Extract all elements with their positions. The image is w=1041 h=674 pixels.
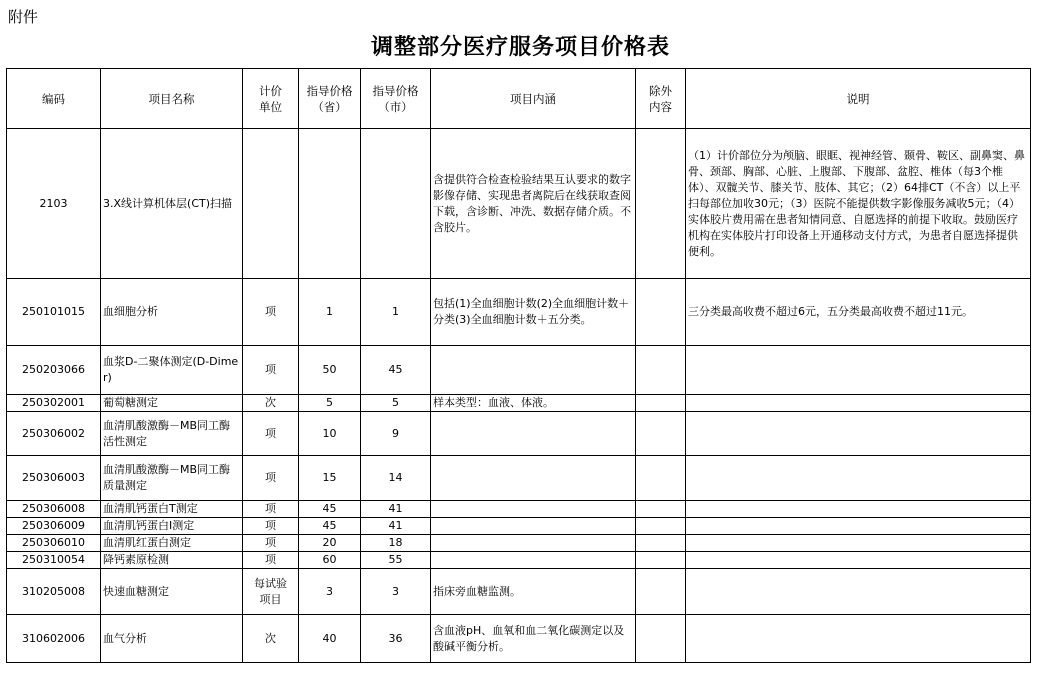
cell-content: [431, 535, 636, 552]
cell-except: [636, 412, 686, 456]
cell-code: 250203066: [7, 346, 101, 395]
cell-content: [431, 518, 636, 535]
cell-price-city: 9: [361, 412, 431, 456]
cell-price-city: 5: [361, 395, 431, 412]
cell-code: 250306009: [7, 518, 101, 535]
table-row: [7, 456, 1031, 501]
table-row: [7, 535, 1031, 552]
cell-except: [636, 456, 686, 501]
cell-unit: 项: [243, 346, 299, 395]
cell-price-city: 36: [361, 615, 431, 663]
cell-content: [431, 456, 636, 501]
cell-unit: 项: [243, 552, 299, 569]
cell-name: 血清肌红蛋白测定: [101, 535, 243, 552]
cell-price-city: 41: [361, 518, 431, 535]
cell-price-city: 55: [361, 552, 431, 569]
cell-except: [636, 569, 686, 615]
cell-unit: 次: [243, 395, 299, 412]
cell-unit: 项: [243, 279, 299, 346]
cell-note: [686, 518, 1031, 535]
cell-price-city: [361, 129, 431, 279]
header-name: 项目名称: [101, 69, 243, 129]
cell-note: [686, 615, 1031, 663]
header-price-prov: 指导价格 （省）: [299, 69, 361, 129]
cell-unit: 项: [243, 501, 299, 518]
cell-unit: 项: [243, 456, 299, 501]
cell-except: [636, 615, 686, 663]
header-code: 编码: [7, 69, 101, 129]
header-price-city: 指导价格 （市）: [361, 69, 431, 129]
cell-content: 含提供符合检查检验结果互认要求的数字影像存储、实现患者离院后在线获取查阅下载，含诊断、冲洗、数据存储介质。不含胶片。: [431, 129, 636, 279]
cell-note: 三分类最高收费不超过6元，五分类最高收费不超过11元。: [686, 279, 1031, 346]
cell-note: [686, 569, 1031, 615]
cell-price-prov: 50: [299, 346, 361, 395]
cell-price-prov: 1: [299, 279, 361, 346]
table-row: [7, 412, 1031, 456]
cell-name: 血清肌钙蛋白T测定: [101, 501, 243, 518]
cell-name: 血清肌酸激酶－MB同工酶质量测定: [101, 456, 243, 501]
cell-name: 血细胞分析: [101, 279, 243, 346]
cell-except: [636, 279, 686, 346]
cell-unit: 次: [243, 615, 299, 663]
cell-name: 血浆D-二聚体测定(D-Dimer): [101, 346, 243, 395]
cell-except: [636, 552, 686, 569]
table-row: [7, 395, 1031, 412]
attachment-label: 附件: [8, 8, 39, 26]
cell-name: 快速血糖测定: [101, 569, 243, 615]
header-except: 除外 内容: [636, 69, 686, 129]
price-table: [6, 68, 1031, 663]
cell-name: 3.X线计算机体层(CT)扫描: [101, 129, 243, 279]
page-title: 调整部分医疗服务项目价格表: [370, 34, 670, 60]
header-unit: 计价 单位: [243, 69, 299, 129]
table-row: [7, 615, 1031, 663]
cell-code: 310602006: [7, 615, 101, 663]
cell-name: 血清肌酸激酶－MB同工酶活性测定: [101, 412, 243, 456]
cell-price-prov: 20: [299, 535, 361, 552]
cell-content: 包括(1)全血细胞计数(2)全血细胞计数＋分类(3)全血细胞计数＋五分类。: [431, 279, 636, 346]
cell-content: [431, 552, 636, 569]
table-row: [7, 501, 1031, 518]
table-row: [7, 346, 1031, 395]
table-row: [7, 129, 1031, 279]
cell-note: [686, 346, 1031, 395]
cell-unit: 项: [243, 518, 299, 535]
cell-note: [686, 395, 1031, 412]
cell-content: [431, 501, 636, 518]
cell-note: [686, 501, 1031, 518]
cell-price-city: 3: [361, 569, 431, 615]
cell-unit: 每试验项目: [243, 569, 299, 615]
cell-except: [636, 395, 686, 412]
cell-name: 血清肌钙蛋白Ⅰ测定: [101, 518, 243, 535]
cell-price-city: 1: [361, 279, 431, 346]
header-row: [7, 69, 1031, 129]
cell-name: 血气分析: [101, 615, 243, 663]
cell-unit: [243, 129, 299, 279]
cell-content: 含血液pH、血氧和血二氧化碳测定以及酸碱平衡分析。: [431, 615, 636, 663]
header-note: 说明: [686, 69, 1031, 129]
cell-code: 250302001: [7, 395, 101, 412]
cell-price-prov: 40: [299, 615, 361, 663]
cell-price-prov: 45: [299, 518, 361, 535]
cell-price-prov: 10: [299, 412, 361, 456]
cell-code: 310205008: [7, 569, 101, 615]
cell-code: 250306002: [7, 412, 101, 456]
cell-unit: 项: [243, 535, 299, 552]
cell-price-prov: 5: [299, 395, 361, 412]
table-row: [7, 552, 1031, 569]
cell-code: 2103: [7, 129, 101, 279]
cell-price-city: 45: [361, 346, 431, 395]
cell-note: [686, 456, 1031, 501]
cell-code: 250306003: [7, 456, 101, 501]
cell-code: 250306010: [7, 535, 101, 552]
cell-price-city: 41: [361, 501, 431, 518]
cell-content: [431, 412, 636, 456]
cell-price-prov: 3: [299, 569, 361, 615]
cell-except: [636, 518, 686, 535]
cell-price-prov: 15: [299, 456, 361, 501]
cell-except: [636, 501, 686, 518]
cell-code: 250310054: [7, 552, 101, 569]
cell-price-prov: 45: [299, 501, 361, 518]
header-content: 项目内涵: [431, 69, 636, 129]
cell-note: [686, 552, 1031, 569]
cell-except: [636, 346, 686, 395]
cell-unit: 项: [243, 412, 299, 456]
cell-code: 250306008: [7, 501, 101, 518]
cell-price-city: 18: [361, 535, 431, 552]
cell-name: 葡萄糖测定: [101, 395, 243, 412]
cell-except: [636, 535, 686, 552]
table-row: [7, 279, 1031, 346]
table-row: [7, 569, 1031, 615]
cell-note: [686, 412, 1031, 456]
cell-content: [431, 346, 636, 395]
cell-content: 样本类型：血液、体液。: [431, 395, 636, 412]
cell-note: （1）计价部位分为颅脑、眼眶、视神经管、颞骨、鞍区、副鼻窦、鼻骨、颈部、胸部、心脏、上腹部、下腹部、盆腔、椎体（每3个椎体）、双髋关节、膝关节、肢体、其它；（2）64排CT（不含）以上平扫每部位加收30元；（3）医院不能提供数字影像服务减收5元；（4）实体胶片费用需在患者知情同意、自愿选择的前提下收取。鼓励医疗机构在实体胶片打印设备上开通移动支付方式，为患者自愿选择提供便利。: [686, 129, 1031, 279]
cell-name: 降钙素原检测: [101, 552, 243, 569]
cell-code: 250101015: [7, 279, 101, 346]
cell-except: [636, 129, 686, 279]
cell-price-prov: [299, 129, 361, 279]
cell-content: 指床旁血糖监测。: [431, 569, 636, 615]
cell-price-prov: 60: [299, 552, 361, 569]
cell-price-city: 14: [361, 456, 431, 501]
table-row: [7, 518, 1031, 535]
cell-note: [686, 535, 1031, 552]
